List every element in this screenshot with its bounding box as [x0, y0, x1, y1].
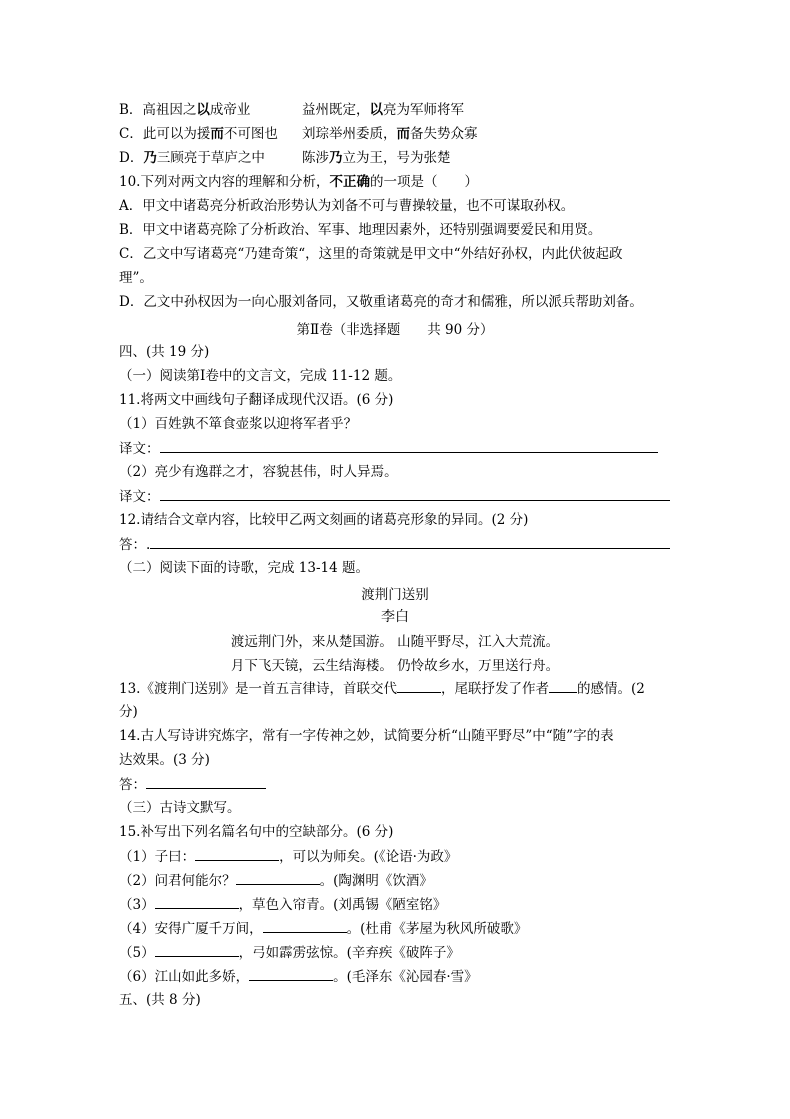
- answer-blank[interactable]: [155, 894, 239, 909]
- q10-option-d: D．乙文中孙权因为一向心服刘备同，又敬重诸葛亮的奇才和儒雅，所以派兵帮助刘备。: [119, 294, 643, 310]
- sub-section-3: （三）古诗文默写。: [119, 800, 241, 816]
- q9-option-b-second: 益州既定，以亮为军师将军: [302, 102, 464, 118]
- part2-title: 第Ⅱ卷（非选择题 共 90 分）: [296, 322, 494, 338]
- q15-item-3: （3） ，草色入帘青。(刘禹锡《陋室铭》: [119, 894, 446, 915]
- q11-stem: 11.将两文中画线句子翻译成现代汉语。(6 分): [119, 392, 394, 408]
- answer-blank[interactable]: [150, 534, 670, 549]
- answer-blank[interactable]: [263, 918, 347, 933]
- answer-blank[interactable]: [549, 678, 577, 693]
- poem-line-2: 月下飞天镜，云生结海楼。 仍怜故乡水，万里送行舟。: [230, 658, 560, 674]
- q14-stem-cont: 达效果。(3 分): [119, 752, 210, 768]
- q10-option-b: B．甲文中诸葛亮除了分析政治、军事、地理因素外，还特别强调要爱民和用贤。: [119, 222, 602, 238]
- q10-stem: 10.下列对两文内容的理解和分析，不正确的一项是（ ）: [119, 174, 478, 190]
- poem-title: 渡荆门送别: [361, 587, 429, 603]
- poem-author: 李白: [381, 609, 409, 625]
- q12-stem: 12.请结合文章内容，比较甲乙两文刻画的诸葛亮形象的异同。(2 分): [119, 512, 529, 528]
- q15-item-5: （5） ，弓如霹雳弦惊。(辛弃疾《破阵子》: [119, 942, 460, 963]
- answer-blank[interactable]: [195, 846, 279, 861]
- sub-section-2: （二）阅读下面的诗歌，完成 13-14 题。: [119, 560, 370, 576]
- q9-option-d-second: 陈涉乃立为王，号为张楚: [302, 150, 451, 166]
- q15-item-6: （6）江山如此多娇， 。(毛泽东《沁园春·雪》: [119, 966, 478, 987]
- q15-item-1: （1）子曰： ，可以为师矣。(《论语·为政》: [119, 846, 457, 867]
- q14-stem: 14.古人写诗讲究炼字，常有一字传神之妙，试简要分析“山随平野尽”中“随”字的表: [119, 728, 614, 744]
- answer-blank[interactable]: [249, 966, 333, 981]
- answer-blank[interactable]: [397, 678, 441, 693]
- q11-answer-2: 译文：: [119, 486, 670, 507]
- q15-stem: 15.补写出下列名篇名句中的空缺部分。(6 分): [119, 824, 394, 840]
- answer-blank[interactable]: [160, 486, 670, 501]
- q13-stem-cont: 分): [119, 704, 138, 720]
- q14-answer: 答：: [119, 774, 266, 795]
- q15-item-2: （2）问君何能尔？ 。(陶渊明《饮酒》: [119, 870, 433, 891]
- answer-blank[interactable]: [160, 438, 658, 453]
- poem-line-1: 渡远荆门外，来从楚国游。 山随平野尽，江入大荒流。: [230, 634, 560, 650]
- q11-item-1: （1）百姓孰不箪食壶浆以迎将军者乎？: [119, 416, 358, 432]
- q12-answer: 答：.: [119, 534, 670, 555]
- q15-item-4: （4）安得广厦千万间， 。(杜甫《茅屋为秋风所破歌》: [119, 918, 527, 939]
- q11-answer-1: 译文：: [119, 438, 658, 459]
- q11-item-2: （2）亮少有逸群之才，容貌甚伟，时人异焉。: [119, 464, 398, 480]
- q13-stem: 13.《渡荆门送别》是一首五言律诗，首联交代 ，尾联抒发了作者 的感情。(2: [119, 678, 645, 699]
- section-5-title: 五、(共 8 分): [119, 992, 201, 1008]
- q9-option-d: D．乃三顾亮于草庐之中 陈涉乃立为王，号为张楚: [119, 150, 451, 166]
- q9-option-c: C．此可以为援而不可图也 刘琮举州委质，而备失势众寡: [119, 126, 478, 142]
- section-4-title: 四、(共 19 分): [119, 344, 210, 360]
- q9-option-c-second: 刘琮举州委质，而备失势众寡: [302, 126, 478, 142]
- answer-blank[interactable]: [146, 774, 266, 789]
- sub-section-1: （一）阅读第Ⅰ卷中的文言文，完成 11-12 题。: [119, 368, 402, 384]
- answer-blank[interactable]: [236, 870, 320, 885]
- q10-option-c: C．乙文中写诸葛亮“乃建奇策“，这里的奇策就是甲文中“外结好孙权，内此伏彼起政: [119, 246, 623, 262]
- q10-option-a: A．甲文中诸葛亮分析政治形势认为刘备不可与曹操较量，也不可谋取孙权。: [119, 198, 575, 214]
- answer-blank[interactable]: [155, 942, 239, 957]
- q10-option-c-cont: 理”。: [119, 270, 153, 286]
- q9-option-b: B．高祖因之以成帝业 益州既定，以亮为军师将军: [119, 102, 464, 118]
